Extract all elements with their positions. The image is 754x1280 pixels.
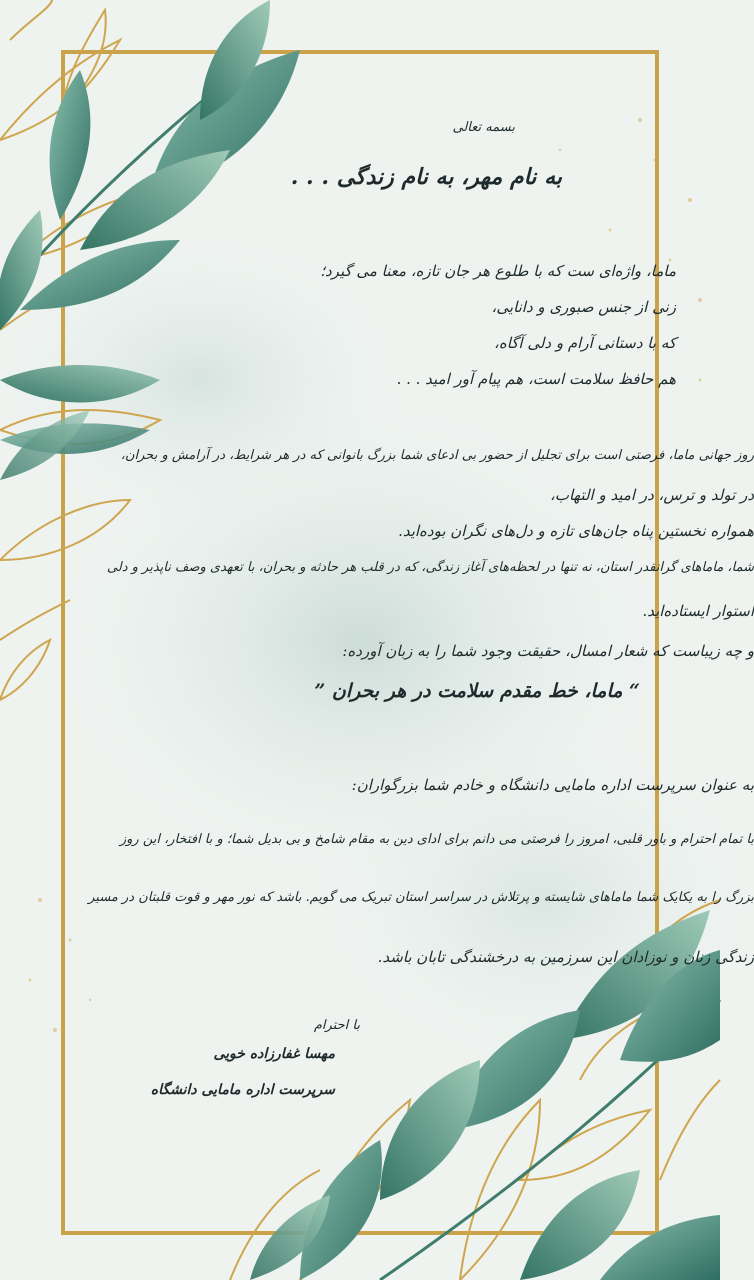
body2-line-3: زندگی زنان و نوزادان این سرزمین به درخشندگی تابان باشد. (377, 948, 754, 966)
address-line: به عنوان سرپرست اداره مامایی دانشگاه و خادم شما بزرگواران: (351, 776, 754, 794)
letter-body (88, 120, 754, 1033)
basmala: بسمه تعالی (452, 120, 515, 135)
body1-line-5: استوار ایستاده‌اید. (642, 602, 754, 620)
body1-line-1: روز جهانی ماما، فرصتی است برای تجلیل از حضور بی ادعای شما بزرگ بانوانی که در هر شرایط، در آرامش و بحران، (120, 448, 754, 463)
intro-line-3: که با دستانی آرام و دلی آگاه، (494, 334, 676, 352)
body1-line-3: همواره نخستین پناه جان‌های تازه و دل‌های نگران بوده‌اید. (398, 522, 754, 540)
slogan: “ ماما، خط مقدم سلامت در هر بحران ” (314, 680, 640, 702)
intro-line-2: زنی از جنس صبوری و دانایی، (491, 298, 676, 316)
intro-line-4: هم حافظ سلامت است، هم پیام آور امید . . . (396, 370, 676, 388)
closing: با احترام (313, 1018, 360, 1033)
signer-name: مهسا غفارزاده خویی (213, 1046, 335, 1062)
body1-line-4: شما، ماماهای گرانقدر استان، نه تنها در لحظه‌های آغاز زندگی، که در قلب هر حادثه و بحران، با تعهدی وصف ناپذیر و دلی (106, 560, 754, 575)
body2-line-2: بزرگ را به یکایک شما ماماهای شایسته و پرتلاش در سراسر استان تبریک می گویم. باشد که نور مهر و قوت قلبتان در مسیر (88, 890, 754, 905)
letter-title: به نام مهر، به نام زندگی . . . (290, 164, 562, 190)
body1-line-6: و چه زیباست که شعار امسال، حقیقت وجود شما را به زبان آورده: (342, 642, 754, 660)
body1-line-2: در تولد و ترس، در امید و التهاب، (550, 486, 754, 504)
signer-role: سرپرست اداره مامایی دانشگاه (150, 1082, 335, 1098)
body2-line-1: با تمام احترام و باور قلبی، امروز را فرصتی می دانم برای ادای دین به مقام شامخ و بی بدیل شما؛ و با افتخار، این روز (119, 832, 754, 847)
intro-line-1: ماما، واژه‌ای ست که با طلوع هر جان تازه، معنا می گیرد؛ (320, 262, 676, 280)
